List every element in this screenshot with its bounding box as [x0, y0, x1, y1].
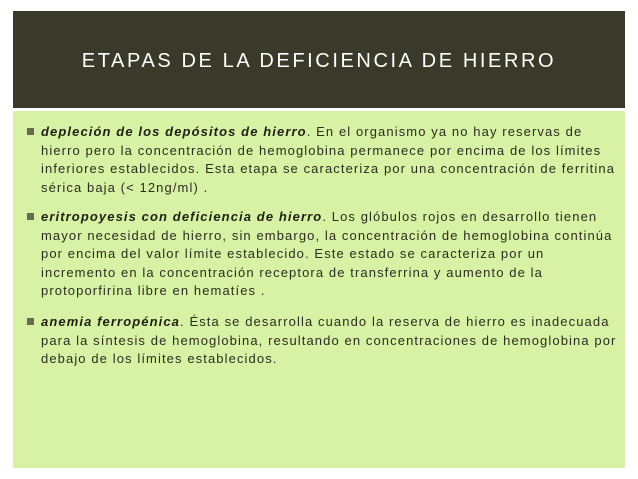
title-bar [13, 11, 625, 108]
bullet-body: . En el organismo ya no hay reservas de hierro pero la concentración de hemoglobina permanece por encima de los límites inferiores establecidos. Esta etapa se caracteriza por una concentración de ferritina sérica baja (< 12ng/ml) . [41, 124, 616, 195]
square-bullet-icon [27, 213, 34, 220]
bullet-term: anemia ferropénica [41, 314, 181, 329]
bullet-term: eritropoyesis con deficiencia de hierro [41, 209, 323, 224]
bullet-text [41, 123, 617, 197]
content-panel [13, 111, 625, 468]
slide-title: ETAPAS DE LA DEFICIENCIA DE HIERRO [81, 50, 557, 72]
bullet-text [41, 208, 617, 301]
bullet-item [27, 208, 617, 301]
bullet-item [27, 123, 617, 197]
square-bullet-icon [27, 128, 34, 135]
bullet-body: . Ésta se desarrolla cuando la reserva de hierro es inadecuada para la síntesis de hemoglobina, resultando en concentraciones de hemoglobina por debajo de los límites establecidos. [41, 314, 617, 366]
bullet-body: . Los glóbulos rojos en desarrollo tienen mayor necesidad de hierro, sin embargo, la concentración de hemoglobina continúa por encima del valor límite establecido. Este estado se caracteriza por un incremento en la concentración receptora de transferrina y aumento de la protoporfirina libre en hematíes . [41, 209, 613, 298]
bullet-term: depleción de los depósitos de hierro [41, 124, 307, 139]
bullet-text [41, 313, 617, 369]
square-bullet-icon [27, 318, 34, 325]
bullet-item [27, 313, 617, 369]
